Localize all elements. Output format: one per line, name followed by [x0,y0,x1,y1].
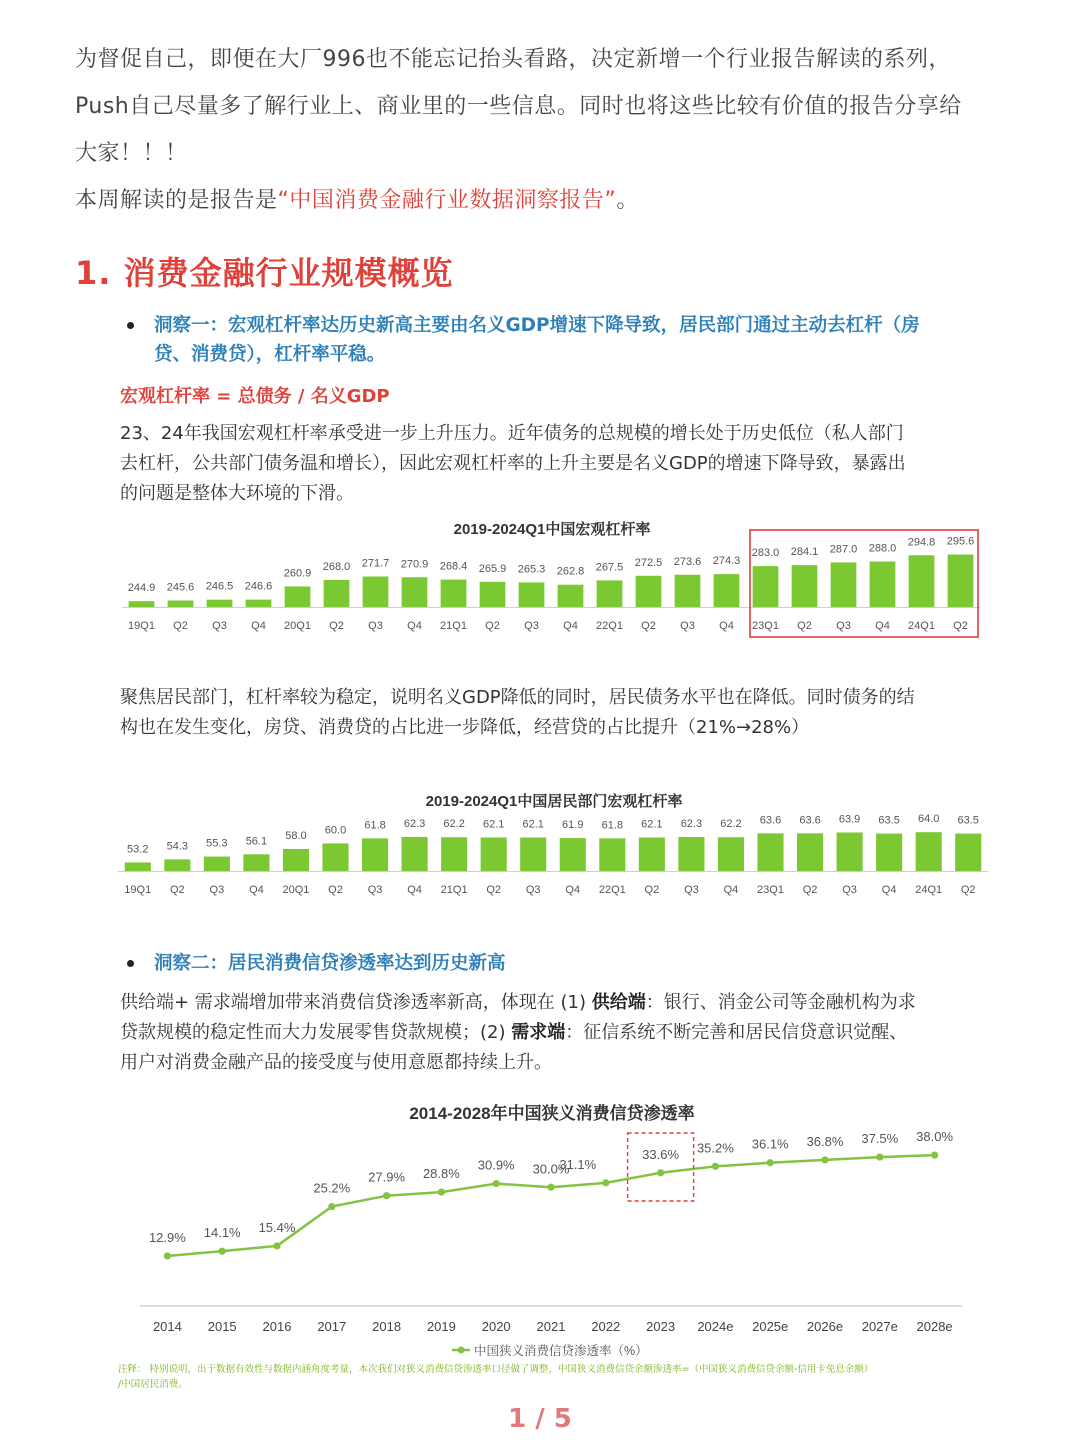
data-label: 64.0 [917,813,940,826]
tick-label: Q3 [368,620,383,632]
data-label: 283.0 [751,547,780,560]
data-point [602,1179,609,1186]
tick-label: 24Q1 [908,620,935,632]
insight-1-line-2: 贷、消费贷），杠杆率平稳。 [154,344,386,365]
tick-label: 2021 [536,1319,566,1334]
tick-label: 2017 [317,1319,347,1334]
data-label: 37.5% [861,1131,899,1147]
data-label: 246.5 [205,580,234,593]
tick-label: Q2 [173,620,188,632]
data-label: 38.0% [916,1129,954,1145]
section-1-title: 1. 消费金融行业规模概览 [75,254,454,292]
data-label: 36.1% [751,1136,789,1152]
data-label: 62.1 [522,818,544,831]
tick-label: Q4 [407,620,422,632]
demand-side-label: 需求端 [511,1022,566,1043]
tick-label: 23Q1 [757,884,784,896]
data-point [767,1159,774,1166]
tick-label: Q2 [644,884,660,896]
data-label: 15.4% [258,1219,296,1235]
data-label: 294.8 [907,536,936,549]
page-indicator: 1 / 5 [508,1404,572,1434]
data-label: 268.4 [439,560,468,573]
insight-2-text: 洞察二：居民消费信贷渗透率达到历史新高 [154,953,506,974]
tick-label: 21Q1 [440,620,467,632]
data-point [931,1151,938,1158]
data-label: 63.5 [957,814,979,827]
tick-label: 2028e [916,1319,953,1334]
tick-label: Q4 [719,620,734,632]
tick-label: 22Q1 [596,620,623,632]
insight-1-line-1: 洞察一：宏观杠杆率达历史新高主要由名义GDP增速下降导致，居民部门通过主动去杠杆（房 [154,315,920,336]
tick-label: 24Q1 [915,884,943,896]
tick-label: 2025e [752,1319,789,1334]
tick-label: 2015 [207,1319,237,1334]
intro-line-3: 大家！！！ [75,141,188,166]
tick-label: Q2 [953,620,968,632]
data-label: 62.2 [720,818,742,831]
tick-label: Q2 [960,884,976,896]
data-point [164,1252,171,1259]
supply-side-label: 供给端 [591,992,646,1013]
data-label: 287.0 [829,543,858,556]
tick-label: Q4 [723,884,739,896]
data-label: 14.1% [203,1225,241,1241]
data-label: 61.9 [562,819,584,832]
data-label: 284.1 [790,546,819,559]
data-label: 35.2% [696,1140,734,1156]
data-label: 28.8% [422,1166,460,1182]
tick-label: 2019 [426,1319,456,1334]
data-point [328,1203,335,1210]
para3-line-3: 用户对消费金融产品的接受度与使用意愿都持续上升。 [120,1052,552,1073]
data-point [547,1184,554,1191]
tick-label: Q4 [875,620,890,632]
para1-line-2: 去杠杆，公共部门债务温和增长），因此宏观杠杆率的上升主要是名义GDP的增速下降导致，暴露出 [120,453,906,474]
data-point [712,1163,719,1170]
para3-line-1-c: ：银行、消金公司等金融机构为求 [645,992,916,1013]
tick-label: 19Q1 [128,620,155,632]
tick-label: 2023 [646,1319,676,1334]
tick-label: Q4 [249,884,264,896]
chart-note [118,1362,998,1392]
data-label: 63.6 [759,814,782,827]
data-label: 62.1 [641,818,663,831]
tick-label: Q3 [836,620,851,632]
data-point [273,1242,280,1249]
tick-label: Q2 [486,884,502,896]
data-label: 63.6 [799,814,821,827]
tick-label: 23Q1 [752,620,779,632]
tick-label: Q2 [797,620,812,632]
data-label: 36.8% [806,1133,844,1149]
intro-line-4-suffix: 。 [616,188,639,213]
tick-label: Q3 [524,620,539,632]
tick-label: Q2 [328,884,343,896]
highlight-box [628,1133,694,1201]
intro-line-4-prefix: 本周解读的是报告是 [75,188,278,213]
para1-line-3: 的问题是整体大环境的下滑。 [120,483,354,504]
para3-line-2-a: 贷款规模的稳定性而大力发展零售贷款规模；(2) [120,1022,512,1043]
tick-label: Q3 [367,884,383,896]
tick-label: Q2 [329,620,344,632]
tick-label: Q3 [680,620,695,632]
tick-label: Q3 [684,884,699,896]
data-point [876,1154,883,1161]
tick-label: 2020 [481,1319,511,1334]
data-label: 55.3 [206,837,228,850]
leverage-formula: 宏观杠杆率 = 总债务 / 名义GDP [120,386,390,407]
data-label: 12.9% [148,1230,186,1245]
data-label: 56.1 [245,835,268,848]
para3-line-1-a: 供给端+ 需求端增加带来消费信贷渗透率新高，体现在 (1) [120,992,592,1013]
tick-label: 2016 [262,1319,292,1334]
data-label: 265.9 [478,562,507,575]
data-label: 262.8 [556,565,585,578]
data-point [383,1192,390,1199]
data-label: 271.7 [361,557,390,570]
data-label: 272.5 [634,556,663,569]
para2-line-1: 聚焦居民部门，杠杆率较为稳定，说明名义GDP降低的同时，居民债务水平也在降低。同时债务的结 [120,687,915,708]
data-point [493,1180,500,1187]
data-label: 31.1% [559,1156,597,1172]
tick-label: Q4 [407,884,422,896]
tick-label: Q2 [485,620,500,632]
tick-label: 20Q1 [284,620,311,632]
data-label: 245.6 [166,581,195,594]
intro-line-1: 为督促自己，即便在大厂996也不能忘记抬头看路，决定新增一个行业报告解读的系列， [75,47,951,72]
chart-title: 2019-2024Q1中国居民部门宏观杠杆率 [425,793,683,810]
tick-label: 19Q1 [124,884,152,896]
tick-label: 2027e [861,1319,898,1334]
data-label: 33.6% [642,1146,680,1162]
tick-label: 22Q1 [598,884,626,896]
tick-label: Q3 [842,884,857,896]
data-label: 270.9 [400,558,429,571]
tick-label: 2022 [591,1319,621,1334]
legend-label: 中国狭义消费信贷渗透率（%） [474,1344,648,1358]
data-label: 62.3 [403,817,426,830]
data-point [438,1188,445,1195]
data-label: 53.2 [127,843,149,856]
legend-marker-icon [458,1347,465,1354]
data-point [657,1169,664,1176]
data-label: 62.3 [680,817,703,830]
data-label: 260.9 [283,567,312,580]
para2-line-2: 构也在发生变化，房贷、消费贷的占比进一步降低，经营贷的占比提升（21%→28%） [120,717,810,738]
tick-label: 2014 [152,1319,182,1334]
tick-label: Q4 [881,884,897,896]
chart-title: 2019-2024Q1中国宏观杠杆率 [453,521,651,538]
data-label: 244.9 [127,582,156,595]
data-label: 265.3 [517,563,546,576]
chart-title: 2014-2028年中国狭义消费信贷渗透率 [409,1104,695,1123]
tick-label: Q4 [565,884,581,896]
data-label: 54.3 [166,840,189,853]
data-point [219,1248,226,1255]
tick-label: 2018 [372,1319,402,1334]
data-label: 30.0% [532,1161,570,1177]
tick-label: 20Q1 [282,884,310,896]
data-label: 25.2% [313,1180,351,1196]
data-label: 273.6 [673,555,702,568]
data-label: 268.0 [322,560,351,573]
data-point [821,1156,828,1163]
data-label: 63.5 [878,814,900,827]
data-label: 295.6 [946,535,975,548]
data-label: 63.9 [838,813,861,826]
report-title-highlight: “中国消费金融行业数据洞察报告” [277,188,617,213]
para3-line-2-c: ：征信系统不断完善和居民信贷意识觉醒、 [565,1022,908,1043]
data-label: 61.8 [601,819,624,832]
note-line-2: /中国居民消费。 [118,1379,188,1390]
intro-line-2: Push自己尽量多了解行业上、商业里的一些信息。同时也将这些比较有价值的报告分享给 [75,94,962,119]
data-label: 61.8 [364,819,386,832]
data-label: 60.0 [324,824,347,837]
tick-label: Q3 [212,620,227,632]
data-label: 246.6 [244,580,273,593]
data-label: 288.0 [868,542,897,555]
tick-label: 2024e [697,1319,734,1334]
tick-label: Q3 [209,884,225,896]
tick-label: Q4 [251,620,266,632]
para1-line-1: 23、24年我国宏观杠杆率承受进一步上升压力。近年债务的总规模的增长处于历史低位（私人部门 [120,423,904,444]
tick-label: 21Q1 [440,884,468,896]
data-label: 62.2 [443,818,465,831]
note-line-1: 注释： 特别说明，出于数据有效性与数据内涵角度考量，本次我们对狭义消费信贷渗透率口径做了调整，中国狭义消费信贷余额渗透率=（中国狭义消费信贷余额-信用卡免息余额） [118,1364,874,1375]
data-label: 27.9% [368,1169,406,1185]
tick-label: Q3 [525,884,541,896]
tick-label: Q2 [802,884,818,896]
data-label: 267.5 [595,561,624,574]
data-label: 274.3 [712,555,741,568]
tick-label: Q2 [169,884,185,896]
data-label: 62.1 [482,818,505,831]
tick-label: Q4 [563,620,578,632]
tick-label: Q2 [641,620,656,632]
tick-label: 2026e [806,1319,844,1334]
data-label: 30.9% [477,1157,515,1173]
data-label: 58.0 [285,830,307,842]
